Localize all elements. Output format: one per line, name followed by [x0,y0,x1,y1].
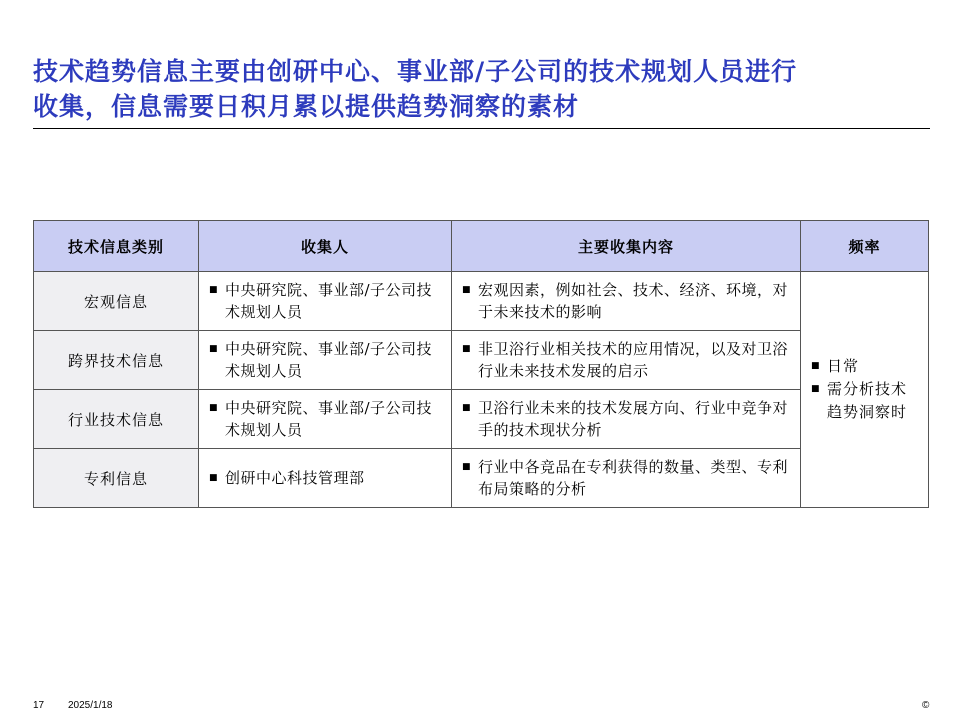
collector-text: 中央研究院、事业部/子公司技术规划人员 [225,340,433,380]
collector-text: 创研中心科技管理部 [225,469,365,487]
bullet-icon: ■ [209,403,219,413]
bullet-item [811,378,920,424]
table-row [34,331,929,390]
bullet-item [209,279,443,323]
bullet-item [209,467,443,489]
header-category: 技术信息类别 [34,221,199,272]
row-collector [199,449,452,508]
footer-date: 2025/1/18 [68,700,113,711]
bullet-icon: ■ [811,361,821,371]
row-content [452,449,801,508]
bullet-icon: ■ [462,462,472,472]
bullet-icon: ■ [209,285,219,295]
bullet-item [462,397,792,441]
title-divider [33,128,930,129]
bullet-item [209,397,443,441]
content-text: 卫浴行业未来的技术发展方向、行业中竞争对手的技术现状分析 [478,399,789,439]
collector-text: 中央研究院、事业部/子公司技术规划人员 [225,281,433,321]
row-content [452,390,801,449]
bullet-icon: ■ [462,285,472,295]
title-line-1: 技术趋势信息主要由创研中心、事业部/子公司的技术规划人员进行 [33,57,798,86]
row-category: 行业技术信息 [34,390,199,449]
content-text: 宏观因素，例如社会、技术、经济、环境，对于未来技术的影响 [478,281,789,321]
bullet-item [462,456,792,500]
table-header-row [34,221,929,272]
bullet-icon: ■ [462,403,472,413]
title-line-2: 收集，信息需要日积月累以提供趋势洞察的素材 [33,92,580,121]
table-row [34,272,929,331]
row-collector [199,272,452,331]
frequency-text: 日常 [827,357,860,375]
bullet-item [811,355,920,378]
row-content [452,331,801,390]
header-collector: 收集人 [199,221,452,272]
bullet-icon: ■ [811,384,821,394]
frequency-text: 需分析技术趋势洞察时 [827,380,908,421]
row-category: 宏观信息 [34,272,199,331]
header-frequency: 频率 [801,221,929,272]
table-row [34,390,929,449]
row-collector [199,331,452,390]
table-row [34,449,929,508]
bullet-item [462,279,792,323]
content-text: 非卫浴行业相关技术的应用情况，以及对卫浴行业未来技术发展的启示 [478,340,789,380]
frequency-cell [801,272,929,508]
tech-info-table [33,220,929,508]
bullet-item [462,338,792,382]
copyright-icon: © [922,700,930,711]
bullet-icon: ■ [209,344,219,354]
header-content: 主要收集内容 [452,221,801,272]
bullet-item [209,338,443,382]
row-category: 专利信息 [34,449,199,508]
bullet-icon: ■ [462,344,472,354]
row-collector [199,390,452,449]
row-category: 跨界技术信息 [34,331,199,390]
row-content [452,272,801,331]
slide-title [33,54,913,124]
collector-text: 中央研究院、事业部/子公司技术规划人员 [225,399,433,439]
page-number: 17 [33,700,45,711]
content-text: 行业中各竞品在专利获得的数量、类型、专利布局策略的分析 [478,458,789,498]
bullet-icon: ■ [209,473,219,483]
